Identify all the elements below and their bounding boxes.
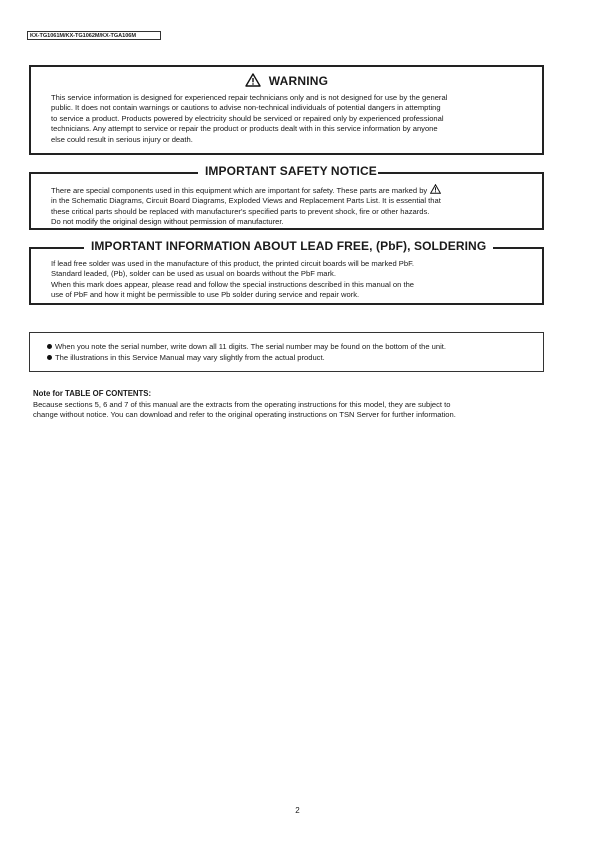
- warning-line: else could result in serious injury or death.: [51, 134, 193, 144]
- warning-line: to service a product. Products powered by electricity should be serviced or repaired only by experienced professional: [51, 113, 444, 123]
- model-number-tag: KX-TG1061M/KX-TG1062M/KX-TGA106M: [27, 31, 161, 40]
- safety-mark-icon: [430, 184, 441, 194]
- frame-border: [31, 172, 198, 174]
- bullet-icon: [47, 344, 52, 349]
- frame-border: [493, 247, 542, 249]
- toc-note-text: [33, 400, 545, 421]
- warning-triangle-icon: [245, 73, 261, 87]
- warning-text: [51, 93, 531, 145]
- safety-notice-text: [51, 184, 533, 228]
- safety-line: in the Schematic Diagrams, Circuit Board Diagrams, Exploded Views and Replacement Parts List. It is essential that: [51, 196, 441, 206]
- toc-note-heading: Note for TABLE OF CONTENTS:: [33, 389, 152, 398]
- safety-line: these critical parts should be replaced with manufacturer's specified parts to prevent shock, fire or other hazards.: [51, 206, 430, 216]
- warning-box: [29, 65, 544, 155]
- lead-free-line: If lead free solder was used in the manufacture of this product, the printed circuit boards will be marked PbF.: [51, 259, 414, 268]
- warning-line: This service information is designed for experienced repair technicians only and is not designed for use by the general: [51, 93, 448, 102]
- warning-line: public. It does not contain warnings or cautions to advise non-technical individuals of potential dangers in attempting: [51, 103, 441, 113]
- frame-border: [31, 247, 84, 249]
- warning-heading: [31, 73, 542, 88]
- note-item: When you note the serial number, write down all 11 digits. The serial number may be found on the bottom of the unit.: [47, 342, 446, 352]
- page-number: 2: [295, 806, 300, 815]
- lead-free-line: When this mark does appear, please read and follow the special instructions described in this manual on the: [51, 279, 415, 289]
- toc-note-line: change without notice. You can download and refer to the original operating instructions on TSN Server for further information.: [33, 410, 456, 420]
- lead-free-text: [51, 259, 533, 301]
- lead-free-line: use of PbF and how it might be permissible to use Pb solder during service and repair work.: [51, 290, 360, 300]
- safety-notice-title: IMPORTANT SAFETY NOTICE: [205, 164, 377, 178]
- warning-line: technicians. Any attempt to service or repair the product or products dealt with in this service information by anyone: [51, 124, 438, 134]
- warning-title: WARNING: [268, 74, 329, 88]
- note-item: The illustrations in this Service Manual may vary slightly from the actual product.: [47, 353, 325, 363]
- frame-border: [378, 172, 542, 174]
- safety-notice-box: [29, 164, 544, 230]
- toc-note-line: Because sections 5, 6 and 7 of this manual are the extracts from the operating instructions for this model, they are subject to: [33, 400, 451, 409]
- safety-line: Do not modify the original design without permission of manufacturer.: [51, 217, 284, 227]
- bullet-icon: [47, 355, 52, 360]
- safety-line: There are special components used in this equipment which are important for safety. These parts are marked by: [51, 184, 533, 196]
- lead-free-line: Standard leaded, (Pb), solder can be used as usual on boards without the PbF mark.: [51, 269, 336, 279]
- notes-box: [29, 332, 544, 372]
- lead-free-box: [29, 239, 544, 305]
- lead-free-title: IMPORTANT INFORMATION ABOUT LEAD FREE, (PbF), SOLDERING: [91, 239, 487, 253]
